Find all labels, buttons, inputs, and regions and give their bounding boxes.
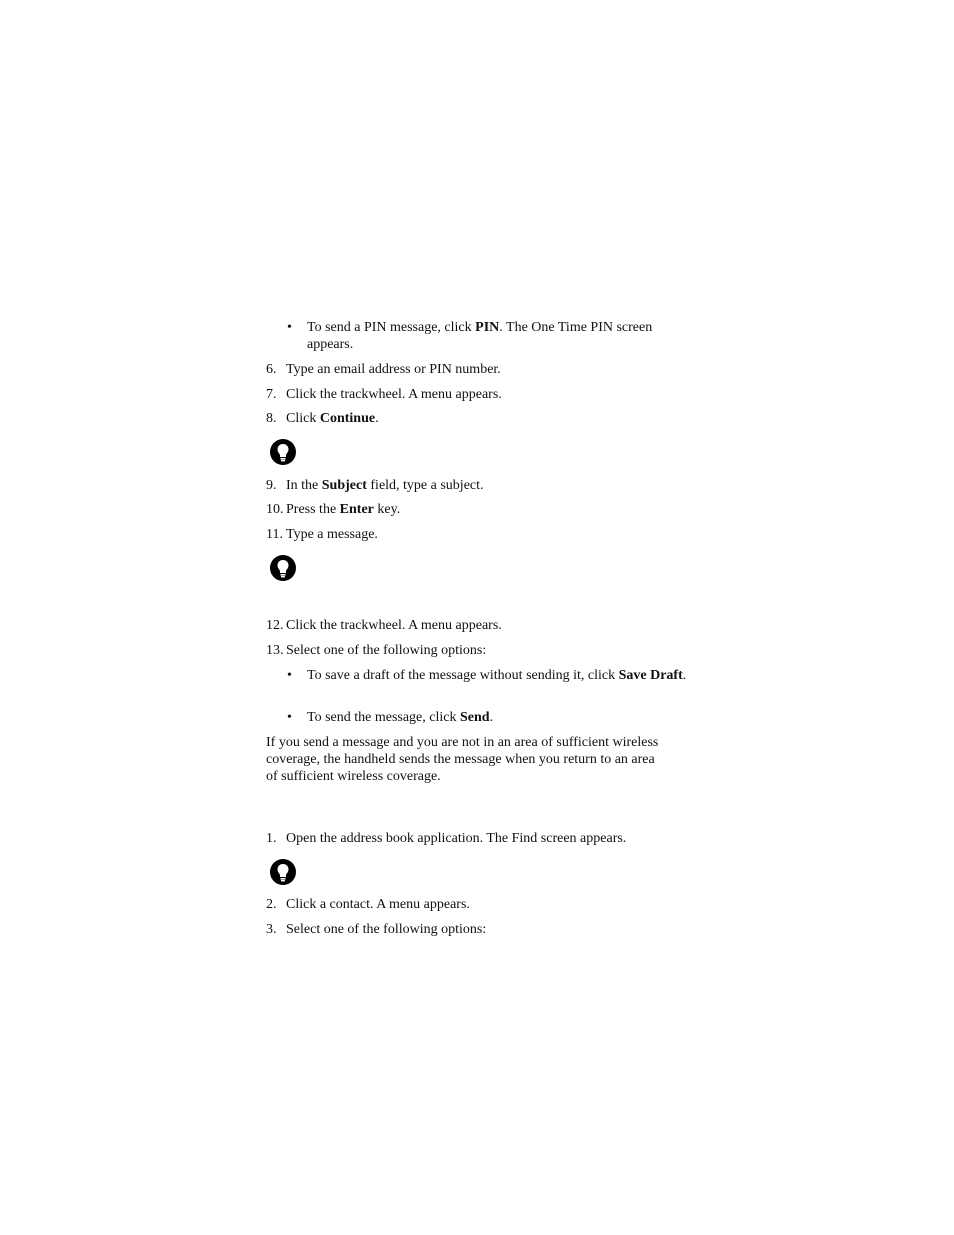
bullet-text: To save a draft of the message without sending it, click Save Draft. bbox=[307, 668, 687, 683]
bullet-item-send bbox=[287, 709, 687, 726]
bullet-dot: • bbox=[287, 320, 292, 335]
step-7: 7. Click the trackwheel. A menu appears. bbox=[266, 387, 502, 402]
lightbulb-tip-icon bbox=[269, 858, 297, 886]
step-1: 1. Open the address book application. The Find screen appears. bbox=[266, 831, 627, 846]
step-10: 10. Press the Enter key. bbox=[266, 502, 401, 517]
bullet-text: To send a PIN message, click PIN. The One Time PIN screen appears. bbox=[307, 320, 653, 352]
lightbulb-tip-icon bbox=[269, 554, 297, 582]
bullet-item-pin bbox=[287, 319, 687, 353]
lightbulb-tip-icon bbox=[269, 438, 297, 466]
step-11: 11. Type a message. bbox=[266, 527, 378, 542]
step-2: 2. Click a contact. A menu appears. bbox=[266, 897, 470, 912]
step-3: 3. Select one of the following options: bbox=[266, 922, 487, 937]
coverage-note: If you send a message and you are not in an area of sufficient wireless coverage, the handheld sends the message when you return to an area of sufficient wireless coverage. bbox=[266, 735, 659, 784]
step-9: 9. In the Subject field, type a subject. bbox=[266, 478, 484, 493]
bullet-dot: • bbox=[287, 668, 292, 683]
step-12: 12. Click the trackwheel. A menu appears. bbox=[266, 618, 502, 633]
bullet-text: To send the message, click Send. bbox=[307, 710, 494, 725]
step-13: 13. Select one of the following options: bbox=[266, 643, 487, 658]
step-6: 6. Type an email address or PIN number. bbox=[266, 362, 501, 377]
bullet-item-save-draft bbox=[287, 667, 687, 684]
bullet-dot: • bbox=[287, 710, 292, 725]
step-8: 8. Click Continue. bbox=[266, 411, 379, 426]
